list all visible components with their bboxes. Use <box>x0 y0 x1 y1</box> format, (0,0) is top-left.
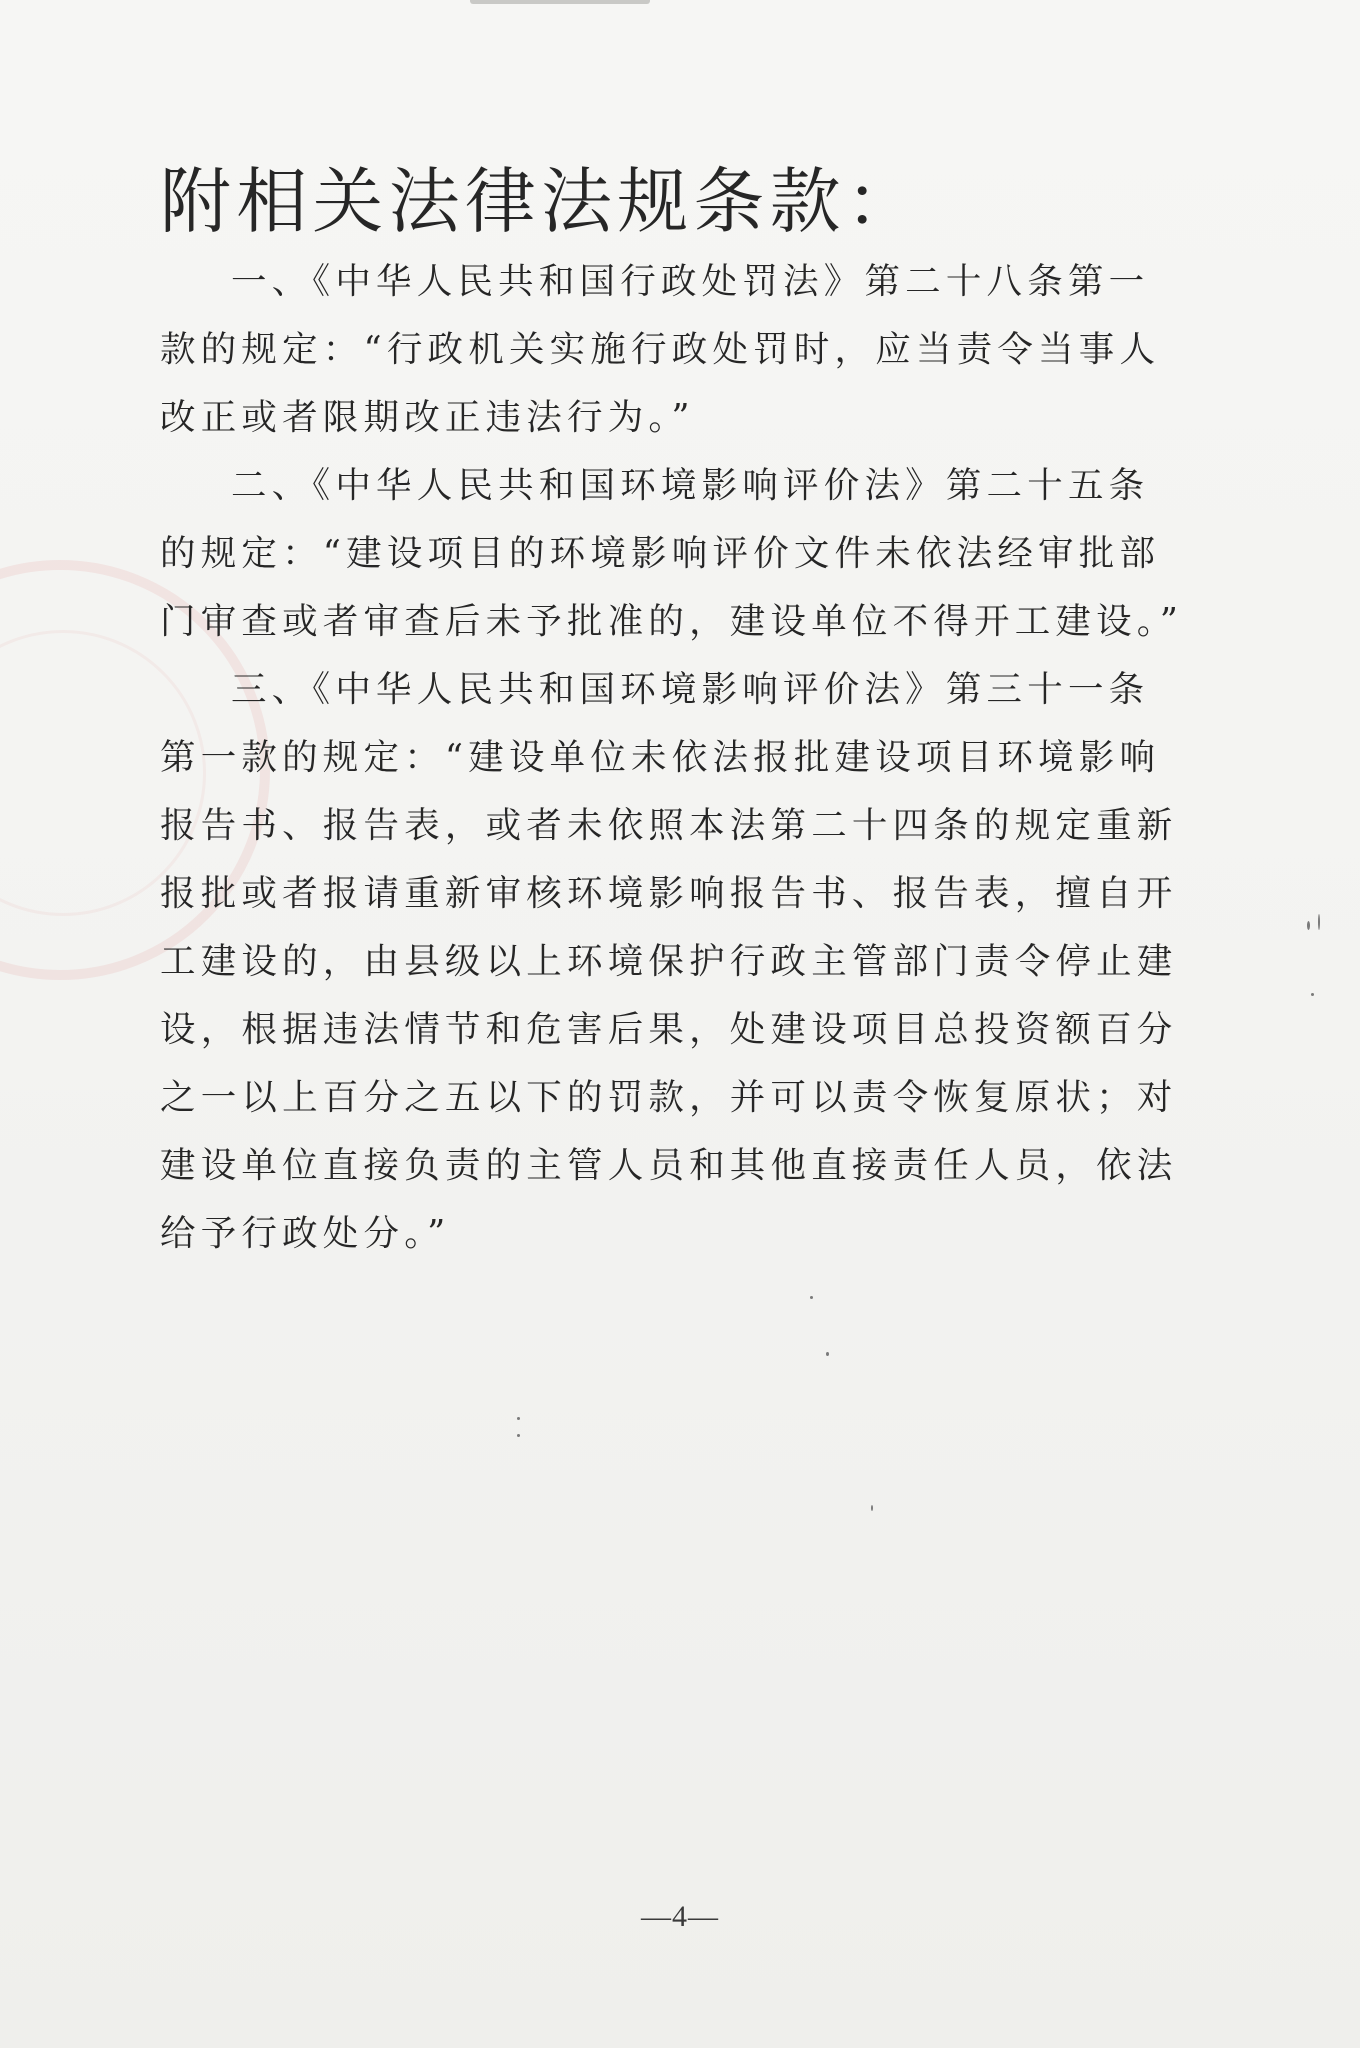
scan-speck <box>517 1417 520 1420</box>
clause-paragraph-2: 二、《中华人民共和国环境影响评价法》第二十五条的规定：“建设项目的环境影响评价文件未依法经审批部门审查或者审查后未予批准的，建设单位不得开工建设。” <box>160 465 1184 642</box>
scan-speck <box>1311 993 1314 996</box>
scan-speck <box>871 1505 873 1511</box>
document-heading: 附相关法律法规条款： <box>160 160 923 243</box>
clause-paragraph-3: 三、《中华人民共和国环境影响评价法》第三十一条第一款的规定：“建设单位未依法报批建设项目环境影响报告书、报告表，或者未依照本法第二十四条的规定重新报批或者报请重新审核环境影响报告书、报告表，擅自开工建设的，由县级以上环境保护行政主管部门责令停止建设，根据违法情节和危害后果，处建设项目总投资额百分之一以上百分之五以下的罚款，并可以责令恢复原状；对建设单位直接负责的主管人员和其他直接责任人员，依法给予行政处分。” <box>160 669 1178 1254</box>
scan-speck <box>1318 914 1320 930</box>
clause-paragraph-1: 一、《中华人民共和国行政处罚法》第二十八条第一款的规定：“行政机关实施行政处罚时，应当责令当事人改正或者限期改正违法行为。” <box>160 261 1161 438</box>
scan-speck <box>517 1434 520 1437</box>
scan-speck <box>826 1352 829 1356</box>
page-top-edge <box>470 0 650 4</box>
page-number: —4— <box>641 1900 719 1933</box>
scan-speck <box>810 1296 813 1299</box>
scan-speck <box>1307 921 1310 930</box>
